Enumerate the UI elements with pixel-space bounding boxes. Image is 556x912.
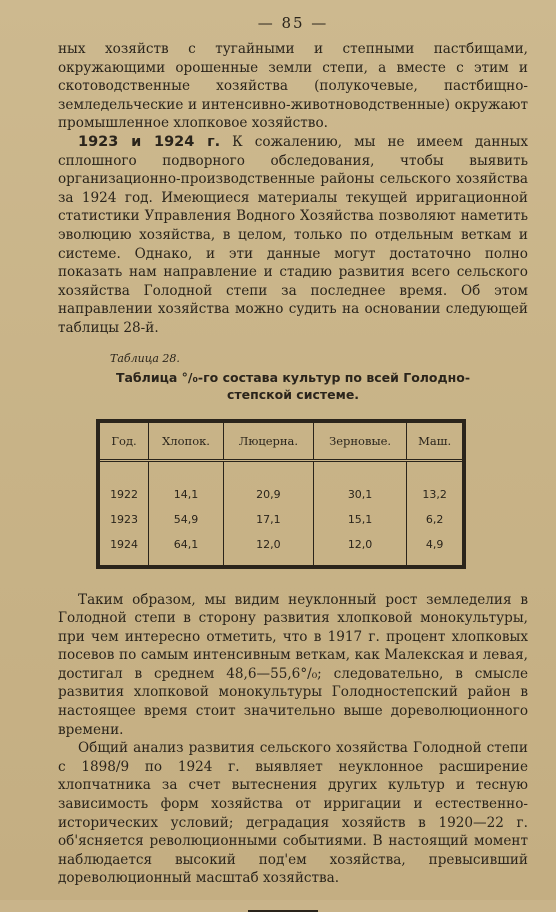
table-row	[98, 482, 464, 507]
cell-cotton: 64,1	[149, 532, 224, 567]
table-spacer-row	[98, 460, 464, 482]
crop-composition-table	[96, 419, 466, 569]
table-header-row	[98, 421, 464, 461]
header-year: Год.	[98, 421, 149, 461]
table-row	[98, 507, 464, 532]
table-title	[58, 369, 528, 403]
page-number: — 85 —	[257, 14, 329, 32]
header-grain: Зерновые.	[313, 421, 406, 461]
table-title-line-2: степской системе.	[226, 386, 360, 402]
header-cotton: Хлопок.	[149, 421, 224, 461]
table-title-line-1: Таблица °/₀-го состава культур по всей Голодно-	[115, 369, 471, 385]
cell-grain: 12,0	[313, 532, 406, 567]
cell-alfalfa: 12,0	[223, 532, 313, 567]
paragraph-1: ных хозяйств с тугайными и степными пастбищами, окружающими орошенные земли степи, а вместе с этим и скотоводственные хозяйства (полукочевые, пастбищно-земледельческие и интенсивно-животноводственные) окружают промышленное хлопковое хозяйство.	[58, 41, 528, 132]
cell-mash: 4,9	[425, 537, 444, 551]
cell-alfalfa: 17,1	[223, 507, 313, 532]
paragraph-2-text: К сожалению, мы не имеем данных сплошного подворного обследования, чтобы выявить организационно-производственные районы сельского хозяйства за 1924 год. Имеющиеся материалы текущей ирригационной статистики Управления Водного Хозяйства позволяют наметить эволюцию хозяйства, в целом, только по отдельным веткам и системе. Однако, и эти данные могут достаточно полно показать нам направление и стадию развития всего сельского хозяйства Голодной степи за последнее время. Об этом направлении хозяйства можно судить на основании следующей таблицы 28-й.	[58, 133, 528, 336]
table-caption: Таблица 28.	[110, 351, 180, 365]
cell-grain: 30,1	[313, 482, 406, 507]
cell-year: 1924	[98, 532, 149, 567]
cell-year: 1922	[98, 482, 149, 507]
cell-mash: 13,2	[422, 487, 447, 501]
cell-year: 1923	[98, 507, 149, 532]
cell-alfalfa: 20,9	[223, 482, 313, 507]
cell-mash: 6,2	[425, 512, 444, 526]
cell-cotton: 14,1	[149, 482, 224, 507]
paragraph-3: Таким образом, мы видим неуклонный рост земледелия в Голодной степи в сторону развития хлопковой монокультуры, при чем интересно отметить, что в 1917 г. процент хлопковых посевов по самым интенсивным веткам, как Малекская и левая, достигал в среднем 48,6—55,6°/₀; следовательно, в смысле развития хлопковой монокультуры Голодностепский район в настоящее время стоит значительно выше дореволюционного времени.	[58, 591, 528, 738]
spacer	[58, 569, 528, 591]
header-mash: Маш.	[407, 421, 464, 461]
paragraph-2-lead: 1923 и 1924 г.	[78, 133, 221, 150]
header-alfalfa: Люцерна.	[223, 421, 313, 461]
paragraph-4: Общий анализ развития сельского хозяйства Голодной степи с 1898/9 по 1924 г. выявляет неуклонное расширение хлопчатника за счет вытеснения других культур и тесную зависимость форм хозяйства от ирригации и естественно-исторических условий; деградация хозяйств в 1920—22 г. об'ясняется революционными событиями. В настоящий момент наблюдается высокий под'ем хозяйства, превысивший дореволюционный масштаб хозяйства.	[58, 740, 528, 887]
table-row	[98, 532, 464, 567]
paragraph-2	[58, 133, 528, 338]
cell-grain: 15,1	[313, 507, 406, 532]
cell-cotton: 54,9	[149, 507, 224, 532]
